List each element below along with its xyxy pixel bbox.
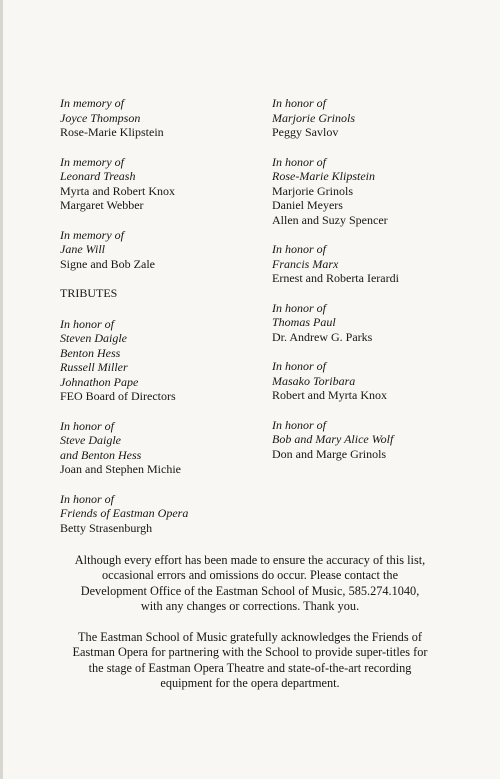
acknowledgement-line: Eastman Opera for partnering with the School to provide super-titles for	[72, 645, 428, 660]
entry-honoree: and Benton Hess	[60, 447, 142, 462]
tribute-entry	[60, 155, 260, 213]
tribute-entry	[272, 359, 472, 403]
entry-heading: In memory of	[60, 227, 124, 242]
entry-honoree: Friends of Eastman Opera	[60, 506, 189, 520]
entry-honoree: Steven Daigle	[60, 331, 127, 345]
entry-heading: In honor of	[272, 300, 326, 315]
tribute-entry	[272, 242, 472, 286]
entry-donor: Robert and Myrta Knox	[272, 388, 387, 402]
entry-honoree: Steve Daigle	[60, 433, 121, 447]
tribute-entry	[60, 492, 260, 536]
entry-honoree: Joyce Thompson	[60, 110, 141, 125]
accuracy-note-line: Development Office of the Eastman School of Music, 585.274.1040,	[80, 583, 420, 598]
accuracy-note	[40, 553, 460, 614]
entry-honoree: Johnathon Pape	[60, 374, 139, 389]
entry-heading: In honor of	[272, 417, 326, 432]
entry-honoree: Masako Toribara	[272, 373, 356, 388]
accuracy-note-line: with any changes or corrections. Thank you.	[140, 598, 360, 613]
tribute-entry	[272, 418, 472, 462]
entry-heading: In memory of	[60, 154, 124, 169]
accuracy-note-line: occasional errors and omissions do occur. Please contact the	[101, 568, 399, 583]
entry-donor: Joan and Stephen Michie	[60, 462, 181, 476]
entry-donor: Peggy Savlov	[272, 125, 339, 139]
tributes-heading: TRIBUTES	[60, 286, 118, 300]
entry-honoree: Francis Marx	[272, 256, 339, 271]
acknowledgement-line: The Eastman School of Music gratefully acknowledges the Friends of	[78, 630, 422, 644]
entry-heading: In honor of	[272, 359, 326, 373]
entry-honoree: Rose-Marie Klipstein	[272, 169, 375, 183]
page-edge	[0, 0, 3, 779]
entry-donor: Ernest and Roberta Ierardi	[272, 271, 399, 285]
entry-honoree: Benton Hess	[60, 345, 121, 360]
entry-donor: Signe and Bob Zale	[60, 256, 155, 271]
entry-donor: Daniel Meyers	[272, 198, 343, 212]
entry-honoree: Bob and Mary Alice Wolf	[272, 432, 394, 446]
entry-donor: Rose-Marie Klipstein	[60, 125, 164, 139]
tribute-entry	[272, 96, 472, 140]
entry-honoree: Russell Miller	[60, 360, 128, 374]
tribute-entry	[60, 96, 260, 140]
entry-donor: Don and Marge Grinols	[272, 446, 387, 461]
acknowledgement	[40, 630, 460, 691]
tribute-entry	[272, 155, 472, 228]
entry-donor: Margaret Webber	[60, 198, 144, 212]
entry-honoree: Marjorie Grinols	[272, 110, 356, 125]
entry-heading: In honor of	[60, 418, 114, 433]
entry-heading: In honor of	[272, 96, 326, 110]
acknowledgement-line: equipment for the opera department.	[160, 675, 340, 690]
entry-donor: Myrta and Robert Knox	[60, 183, 175, 198]
tribute-entry	[272, 301, 472, 345]
entry-honoree: Leonard Treash	[60, 169, 136, 183]
entry-heading: In memory of	[60, 96, 124, 110]
entry-heading: In honor of	[272, 242, 326, 256]
entry-donor: FEO Board of Directors	[60, 389, 176, 403]
entry-heading: In honor of	[272, 154, 326, 169]
entry-heading: In honor of	[60, 491, 114, 506]
tribute-entry	[60, 419, 260, 477]
entry-donor: Betty Strasenburgh	[60, 520, 153, 535]
entry-honoree: Thomas Paul	[272, 315, 336, 329]
tribute-entry	[60, 317, 260, 404]
tribute-entry	[60, 228, 260, 272]
right-column	[272, 96, 472, 476]
left-column	[60, 96, 260, 550]
entry-donor: Marjorie Grinols	[272, 183, 353, 198]
entry-donor: Dr. Andrew G. Parks	[272, 329, 373, 344]
entry-donor: Allen and Suzy Spencer	[272, 212, 388, 227]
accuracy-note-line: Although every effort has been made to ensure the accuracy of this list,	[74, 553, 426, 567]
acknowledgement-line: the stage of Eastman Opera Theatre and state-of-the-art recording	[88, 660, 412, 675]
entry-honoree: Jane Will	[60, 242, 105, 256]
entry-heading: In honor of	[60, 316, 114, 331]
